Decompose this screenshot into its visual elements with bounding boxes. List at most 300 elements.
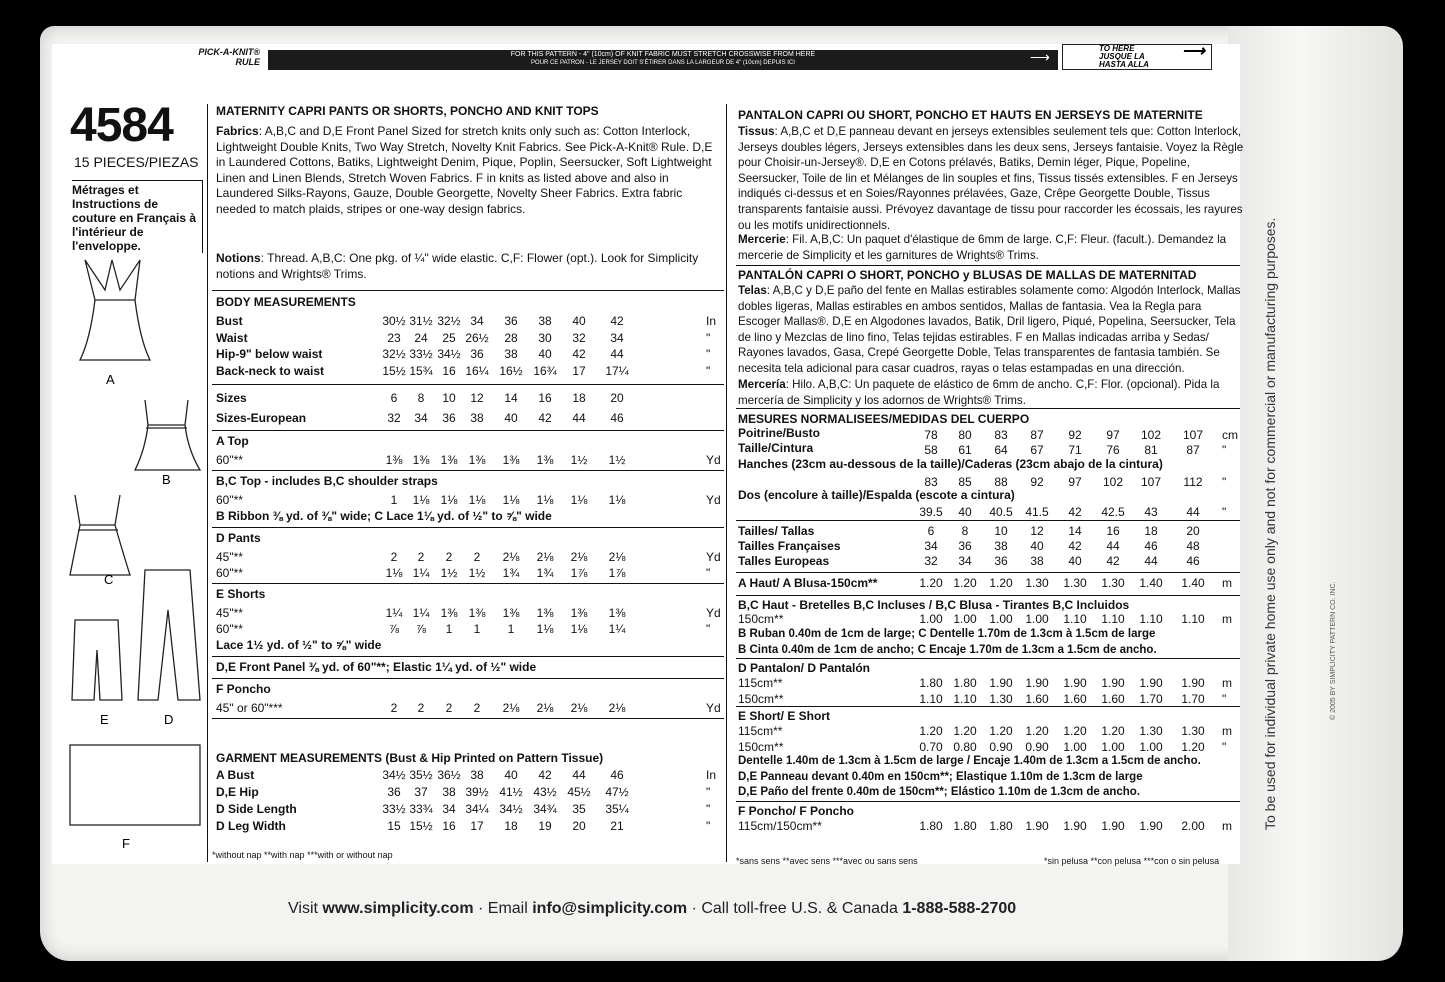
row-value: 1.10	[919, 691, 943, 706]
garment-measurements-heading: GARMENT MEASUREMENTS (Bust & Hip Printed on Pattern Tissue)	[216, 751, 604, 765]
arrow-icon: ⟶	[1182, 43, 1205, 60]
row-label: 45" or 60"***	[216, 701, 283, 715]
yardage-note: B Ribbon ⅜ yd. of ⅜" wide; C Lace 1⅛ yd. of ½" to ⅝" wide	[216, 509, 552, 523]
row-value: 15¾	[409, 363, 433, 378]
row-label: Hanches (23cm au-dessous de la taille)/Caderas (23cm abajo de la cintura)	[738, 457, 1163, 471]
row-label: Hip-9" below waist	[216, 347, 323, 361]
row-value: 44	[572, 768, 586, 782]
row-value: 107	[1182, 428, 1204, 442]
row-label: D Leg Width	[216, 819, 286, 833]
row-value: 1.80	[953, 818, 977, 833]
tissus-label: Tissus	[738, 125, 775, 138]
row-value: 1.90	[1181, 676, 1205, 690]
fabrics-paragraph	[216, 124, 722, 218]
row-value: 67	[1030, 443, 1044, 457]
row-value: 1⅜	[536, 453, 554, 467]
table-rule	[212, 430, 724, 431]
metric-note: B Cinta 0.40m de 1cm de ancho; C Encaje 1.70m de 1.3cm a 1.5cm de ancho.	[738, 643, 1157, 656]
notions-label: Notions	[216, 251, 261, 265]
row-value: 34	[470, 314, 484, 328]
row-unit: In	[706, 768, 717, 782]
row-value: 31½	[409, 314, 433, 328]
row-value: 1.90	[1025, 676, 1049, 690]
row-value: 1.90	[989, 676, 1013, 690]
row-value: 40	[538, 347, 552, 361]
row-value: 1.00	[1063, 739, 1087, 754]
row-label: Tailles Françaises	[738, 539, 841, 553]
row-value: 1.00	[1101, 739, 1125, 754]
row-value: 1.00	[953, 612, 977, 626]
row-value: 20	[1186, 524, 1200, 538]
footer-email[interactable]: info@simplicity.com	[532, 900, 688, 917]
row-value: 1⅛	[440, 493, 458, 507]
view-a-illustration	[80, 260, 150, 360]
row-value: 1.80	[919, 818, 943, 833]
stretch-target	[1062, 44, 1212, 70]
row-value: 1.20	[953, 576, 977, 590]
row-value: 1.20	[919, 576, 943, 590]
row-value: 1½	[570, 453, 588, 467]
english-title: MATERNITY CAPRI PANTS OR SHORTS, PONCHO AND KNIT TOPS	[216, 104, 599, 118]
row-unit: "	[706, 819, 711, 833]
row-value: 15	[387, 819, 401, 833]
row-value: 1⅞	[608, 566, 626, 580]
row-value: 80	[958, 428, 972, 442]
row-label: 115cm**	[738, 676, 783, 690]
row-value: 1¼	[608, 622, 626, 636]
row-value: 40	[1068, 554, 1082, 568]
row-value: 88	[994, 475, 1008, 489]
metric-heading-row: D Pantalon/ D Pantalón	[738, 661, 871, 675]
row-value: 1⅛	[502, 493, 520, 507]
row-value: 43	[1144, 505, 1158, 519]
row-value: 1	[390, 493, 398, 507]
row-value: 92	[1030, 475, 1044, 489]
row-label: 115cm**	[738, 724, 783, 738]
fabrics-label: Fabrics	[216, 124, 259, 138]
metric-heading-row: E Short/ E Short	[738, 709, 831, 723]
row-value: 1½	[608, 453, 626, 467]
row-unit: m	[1222, 818, 1232, 833]
row-label: D Side Length	[216, 802, 297, 816]
row-value: 2	[445, 550, 453, 564]
row-value: 1⅜	[536, 606, 554, 620]
row-value: 1.20	[919, 724, 943, 738]
row-value: 1¾	[502, 566, 520, 580]
row-value: 1.90	[1139, 818, 1163, 833]
notions-text: : Thread. A,B,C: One pkg. of ¼" wide elastic. C,F: Flower (opt.). Look for Simplicity notions and Wrights® Trims.	[216, 251, 699, 281]
row-unit: "	[1222, 739, 1227, 754]
row-value: 1⅛	[468, 493, 486, 507]
row-unit: m	[1222, 676, 1232, 690]
row-value: 1.80	[989, 818, 1013, 833]
row-unit: "	[706, 363, 711, 378]
row-value: 44	[1106, 539, 1120, 553]
row-value: 20	[610, 391, 624, 405]
row-value: 1.10	[953, 691, 977, 706]
row-value: 1½	[440, 566, 458, 580]
row-value: 42	[610, 314, 624, 328]
row-value: 0.90	[1025, 739, 1049, 754]
row-label: Waist	[216, 330, 248, 345]
row-unit: "	[1222, 691, 1227, 706]
row-label: Bust	[216, 314, 243, 328]
row-value: 83	[924, 475, 938, 489]
stretch-bar	[268, 50, 1058, 70]
view-label-a: A	[106, 372, 115, 387]
yardage-heading: A Top	[216, 434, 249, 448]
row-value: 32	[387, 411, 401, 425]
row-value: 1.90	[1101, 676, 1125, 690]
row-value: 43½	[533, 785, 557, 799]
row-label: Poitrine/Busto	[738, 426, 821, 440]
copyright: © 2005 BY SIMPLICITY PATTERN CO. INC.	[1330, 581, 1337, 720]
row-value: 2⅛	[608, 701, 626, 715]
row-value: 1¼	[412, 566, 430, 580]
row-unit: "	[706, 785, 711, 799]
table-rule	[212, 470, 724, 471]
yardage-note: Lace 1½ yd. of ½" to ⅝" wide	[216, 638, 382, 652]
to-here: TO HERE	[1099, 44, 1135, 53]
row-value: 42	[1106, 554, 1120, 568]
yardage-heading: D Pants	[216, 531, 261, 545]
row-value: 36	[994, 554, 1008, 568]
row-value: 40	[504, 411, 518, 425]
row-value: 12	[470, 391, 484, 405]
telas-paragraph	[738, 283, 1244, 377]
row-value: 1½	[468, 566, 486, 580]
table-rule	[212, 678, 724, 679]
row-value: 36	[387, 785, 401, 799]
footer-email-label: · Email	[473, 900, 533, 917]
row-value: 1.90	[1063, 818, 1087, 833]
row-value: 1.70	[1181, 691, 1205, 706]
row-value: 46	[1186, 554, 1200, 568]
row-unit: Yd	[706, 550, 721, 564]
row-unit: cm	[1222, 428, 1238, 442]
metric-heading-row: F Poncho/ F Poncho	[738, 803, 854, 818]
metric-heading: MESURES NORMALISEES/MEDIDAS DEL CUERPO	[738, 412, 1030, 426]
row-value: 0.70	[919, 739, 943, 754]
row-label: Sizes-European	[216, 411, 307, 425]
row-unit: "	[706, 330, 711, 345]
row-unit: Yd	[706, 701, 721, 715]
row-value: 1.70	[1139, 691, 1163, 706]
jusque-la: JUSQUE LA	[1099, 52, 1145, 61]
row-value: 38	[470, 411, 484, 425]
row-value: 1	[445, 622, 453, 636]
row-value: 26½	[465, 330, 489, 345]
row-value: 2	[390, 701, 398, 715]
metric-note: D,E Paño del frente 0.40m de 150cm**; Elástico 1.10m de 1.3cm de ancho.	[738, 786, 1141, 798]
row-value: 48	[1186, 539, 1200, 553]
row-value: 44	[1144, 554, 1158, 568]
row-value: 1.20	[989, 576, 1013, 590]
footer-phone[interactable]: 1-888-588-2700	[902, 900, 1017, 917]
row-value: 78	[924, 428, 938, 442]
row-value: 44	[572, 411, 586, 425]
metric-note: Dentelle 1.40m de 1.3cm à 1.5cm de large / Encaje 1.40m de 1.3cm a 1.5cm de ancho.	[738, 755, 1201, 767]
row-value: 10	[994, 524, 1008, 538]
merceria-text: : Hilo. A,B,C: Un paquete de elástico de 6mm de ancho. C,F: Flor. (opcional). Pida la mercería de Simplicity y los adornos de Wrights® Trims.	[738, 378, 1220, 407]
row-value: 1.30	[1025, 576, 1049, 590]
row-value: 38	[470, 768, 484, 782]
view-label-f: F	[122, 836, 130, 851]
mercerie-label: Mercerie	[738, 233, 786, 246]
row-label: 150cm**	[738, 612, 784, 626]
row-value: 1.60	[1063, 691, 1087, 706]
row-value: 42	[1068, 539, 1082, 553]
column-divider	[726, 104, 727, 862]
row-value: 42	[538, 411, 552, 425]
row-value: 1.30	[1101, 576, 1125, 590]
metric-note: D,E Panneau devant 0.40m en 150cm**; Elastique 1.10m de 1.3cm de large	[738, 770, 1143, 783]
footer-visit: Visit	[288, 900, 323, 917]
row-value: 1⅜	[502, 606, 520, 620]
row-value: 1.20	[989, 724, 1013, 738]
row-value: 36	[442, 411, 456, 425]
row-unit: m	[1222, 612, 1232, 626]
french-note: Métrages et Instructions de couture en Français à l'intérieur de l'enveloppe.	[72, 180, 203, 253]
row-value: 41½	[499, 785, 523, 799]
row-value: 6	[390, 391, 398, 405]
row-label: A Bust	[216, 768, 255, 782]
piece-count: 15 PIECES/PIEZAS	[74, 154, 199, 170]
row-value: 36	[470, 347, 484, 361]
row-value: 1.40	[1181, 576, 1205, 590]
mercerie-text: : Fil. A,B,C: Un paquet d'élastique de 6mm de large. C,F: Fleur. (facult.). Demandez la mercerie de Simplicity et les garnitures de Wrights® Trims.	[738, 233, 1227, 262]
row-value: 34	[414, 411, 428, 425]
row-value: 1⅛	[536, 622, 554, 636]
row-unit: m	[1222, 724, 1232, 738]
row-label: 115cm/150cm**	[738, 818, 822, 833]
row-value: 45½	[567, 785, 591, 799]
row-label: Tailles/ Tallas	[738, 524, 815, 538]
row-value: 1⅛	[536, 493, 554, 507]
row-value: 16	[1106, 524, 1120, 538]
table-rule	[736, 706, 1240, 707]
row-value: 2⅛	[502, 701, 520, 715]
row-value: 14	[1068, 524, 1082, 538]
row-value: 2	[417, 550, 425, 564]
view-f-illustration	[70, 745, 200, 825]
row-value: 40	[1030, 539, 1044, 553]
row-value: 33½	[382, 802, 406, 816]
row-value: 35	[572, 802, 586, 816]
row-value: 1⅜	[440, 453, 458, 467]
row-value: 1⅛	[412, 493, 430, 507]
english-footnote: *without nap **with nap ***with or without nap	[212, 850, 393, 860]
row-value: 102	[1102, 475, 1124, 489]
row-value: 36	[958, 539, 972, 553]
row-value: 2	[473, 550, 481, 564]
row-value: 17¼	[605, 363, 629, 378]
pick-a-knit-rule: PICK-A-KNIT® RULE	[198, 47, 260, 67]
row-value: 1.20	[1101, 724, 1125, 738]
row-value: 46	[610, 411, 624, 425]
row-value: 15½	[409, 819, 433, 833]
row-unit: "	[706, 622, 711, 636]
row-value: 40.5	[989, 505, 1013, 519]
row-value: 37	[414, 785, 428, 799]
row-value: 102	[1140, 428, 1162, 442]
usage-notice: To be used for individual private home use only and not for commercial or manufacturing purposes.	[1262, 217, 1278, 830]
footer-website[interactable]: www.simplicity.com	[322, 900, 474, 917]
table-rule	[736, 408, 1240, 409]
row-value: 44	[610, 347, 624, 361]
row-value: 33¾	[409, 802, 433, 816]
row-value: 41.5	[1025, 505, 1049, 519]
row-value: 34½	[382, 768, 406, 782]
row-value: 35½	[409, 768, 433, 782]
metric-heading-row: B,C Haut - Bretelles B,C Incluses / B,C Blusa - Tirantes B,C Incluidos	[738, 598, 1130, 612]
merceria-paragraph	[738, 377, 1244, 408]
row-value: 97	[1068, 475, 1082, 489]
table-rule	[736, 801, 1240, 802]
section-rule	[736, 265, 1240, 266]
row-label: 45"**	[216, 550, 243, 564]
row-value: 1.90	[1139, 676, 1163, 690]
row-value: 1.30	[1181, 724, 1205, 738]
envelope-flap	[1228, 26, 1403, 961]
row-value: 33½	[409, 347, 433, 361]
view-illustrations	[60, 250, 210, 850]
row-value: 1⅜	[412, 453, 430, 467]
mercerie-paragraph	[738, 232, 1244, 263]
view-d-illustration	[138, 570, 200, 700]
row-value: 14	[504, 391, 518, 405]
row-value: 1.20	[1063, 724, 1087, 738]
metric-footnote-es: *sin pelusa **con pelusa ***con o sin pelusa	[1044, 856, 1220, 866]
row-unit: "	[1222, 505, 1227, 519]
row-label: Taille/Cintura	[738, 441, 814, 455]
row-unit: Yd	[706, 606, 721, 620]
row-value: 1.10	[1181, 612, 1205, 626]
row-value: 1⅜	[468, 606, 486, 620]
row-value: 107	[1140, 475, 1162, 489]
pattern-number: 4584	[70, 99, 173, 152]
row-value: 1.90	[1063, 676, 1087, 690]
row-value: 1⅛	[608, 493, 626, 507]
row-value: 1	[507, 622, 515, 636]
row-unit: m	[1222, 576, 1232, 590]
row-value: 42	[538, 768, 552, 782]
row-value: 34	[924, 539, 938, 553]
fabrics-text: : A,B,C and D,E Front Panel Sized for stretch knits only such as: Cotton Interlock, Lightweight Double Knits, Two Way Stretch, Novelty Knit Fabrics. See Pick-A-Knit® Rule. D,E in Laundered Cottons, Batiks, Lightweight Denim, Pique, Poplin, Seersucker, Soft Lightweight Linen and Linen Blends, Stretch Woven Fabrics. F in knits as listed above and also in Laundered Silks-Rayons, Gauze, Double Georgette, Novelty Sheer Fabrics. Extra fabric needed to match plaids, stripes or one-way design fabrics.	[216, 124, 713, 216]
row-label: A Haut/ A Blusa-150cm**	[738, 576, 878, 590]
row-value: 2.00	[1181, 818, 1205, 833]
row-value: 34½	[437, 347, 461, 361]
notions-paragraph	[216, 251, 722, 282]
row-value: 34¼	[465, 802, 489, 816]
row-value: 40	[504, 768, 518, 782]
row-value: ⅞	[388, 622, 399, 636]
row-value: 1.20	[1181, 739, 1205, 754]
view-e-illustration	[72, 620, 122, 700]
row-value: 1⅜	[570, 606, 588, 620]
row-value: 36½	[437, 768, 461, 782]
merceria-label: Mercería	[738, 378, 786, 391]
row-value: 20	[572, 819, 586, 833]
row-value: 34	[958, 554, 972, 568]
row-value: 1¾	[536, 566, 554, 580]
row-value: 30	[538, 330, 552, 345]
stretch-text-en: FOR THIS PATTERN - 4" (10cm) OF KNIT FABRIC MUST STRETCH CROSSWISE FROM HERE	[510, 51, 816, 58]
row-label: D,E Hip	[216, 785, 259, 799]
row-value: 83	[994, 428, 1008, 442]
row-value: 2⅛	[536, 701, 554, 715]
row-value: 1.10	[1063, 612, 1087, 626]
row-label: 60"**	[216, 453, 243, 467]
row-value: 23	[387, 330, 401, 345]
row-value: 38	[442, 785, 456, 799]
row-value: 1⅜	[468, 453, 486, 467]
metric-note: B Ruban 0.40m de 1cm de large; C Dentelle 1.70m de 1.3cm à 1.5cm de large	[738, 628, 1156, 640]
arrow-icon: ⟶	[1029, 49, 1050, 65]
table-rule	[212, 290, 724, 291]
row-value: 0.90	[989, 739, 1013, 754]
row-value: 58	[924, 443, 938, 457]
row-value: 2	[390, 550, 398, 564]
row-label: Sizes	[216, 391, 247, 405]
row-label: 150cm**	[738, 739, 784, 754]
row-value: 92	[1068, 428, 1082, 442]
row-value: 2	[417, 701, 425, 715]
row-value: 16	[442, 363, 456, 378]
row-value: 1.20	[953, 724, 977, 738]
row-value: 1.40	[1139, 576, 1163, 590]
row-value: 38	[994, 539, 1008, 553]
row-value: 87	[1030, 428, 1044, 442]
row-value: 18	[504, 819, 518, 833]
yardage-heading: E Shorts	[216, 587, 266, 601]
row-value: 36	[504, 314, 518, 328]
row-value: 1.60	[1025, 691, 1049, 706]
row-value: 81	[1144, 443, 1158, 457]
table-rule	[736, 520, 1240, 521]
row-value: 1¼	[412, 606, 430, 620]
row-value: 6	[927, 524, 935, 538]
table-rule	[212, 527, 724, 528]
body-measurements-heading: BODY MEASUREMENTS	[216, 295, 356, 309]
row-value: 16	[538, 391, 552, 405]
row-value: 1¼	[385, 606, 403, 620]
footer	[288, 900, 1016, 918]
row-value: 2	[473, 701, 481, 715]
row-unit: "	[1222, 443, 1227, 457]
row-value: 21	[610, 819, 624, 833]
table-rule	[212, 384, 724, 385]
row-value: 1.10	[1139, 612, 1163, 626]
row-value: 40	[572, 314, 586, 328]
row-value: 17	[572, 363, 586, 378]
row-value: 64	[994, 443, 1008, 457]
row-value: 1.00	[1025, 612, 1049, 626]
row-value: 1.00	[919, 612, 943, 626]
row-value: 1⅛	[385, 566, 403, 580]
row-value: 46	[610, 768, 624, 782]
row-unit: Yd	[706, 493, 721, 507]
row-label: 45"**	[216, 606, 243, 620]
tissus-paragraph	[738, 124, 1244, 233]
telas-label: Telas	[738, 284, 767, 297]
row-value: 34	[610, 330, 624, 345]
row-value: 1.80	[919, 676, 943, 690]
row-value: 32	[924, 554, 938, 568]
row-label: Talles Europeas	[738, 554, 830, 568]
row-value: 1	[473, 622, 481, 636]
row-unit: In	[706, 314, 717, 328]
